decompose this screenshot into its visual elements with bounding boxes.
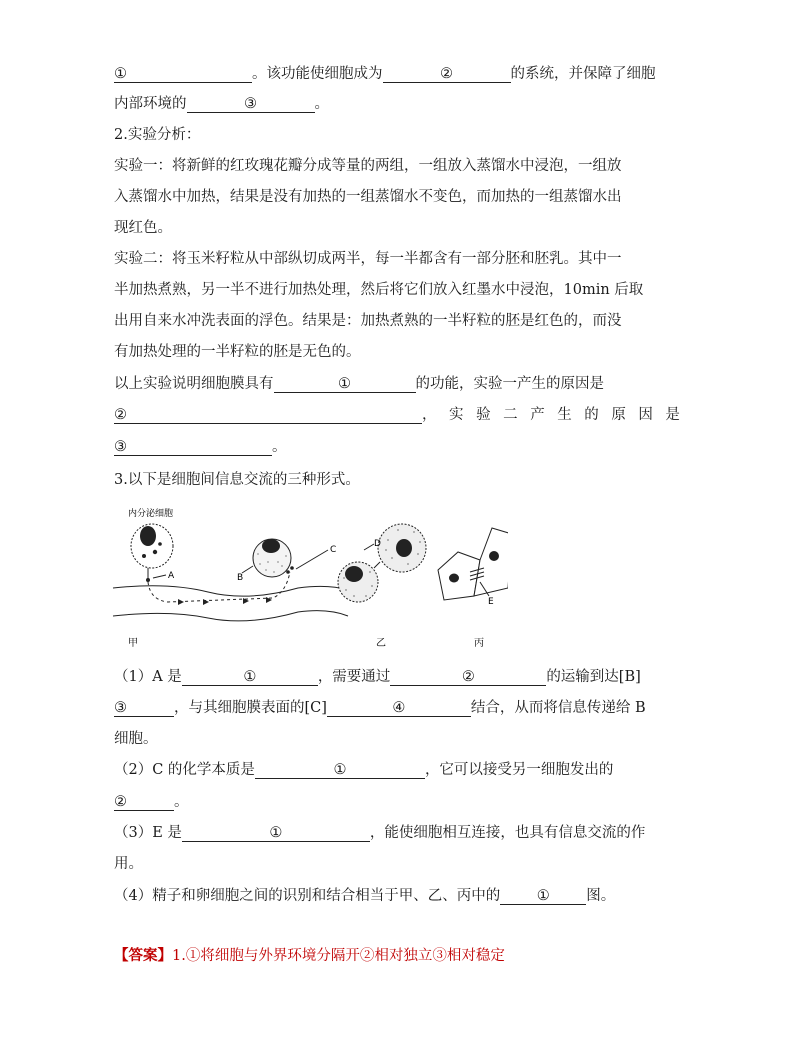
answer-tag: 【答案】 — [114, 947, 172, 964]
q3-s2-blank-1[interactable]: ① — [255, 762, 425, 779]
q3-s2-blank-2[interactable]: ② — [114, 794, 174, 811]
endocrine-cell-nucleus — [140, 526, 156, 546]
vessel-top — [113, 586, 348, 596]
q2-exp2-line1: 实验二：将玉米籽粒从中部纵切成两半，每一半都含有一部分胚和胚乳。其中一 — [114, 251, 622, 267]
q2-conclusion-line3: ③ 。 — [114, 439, 287, 455]
q3-s3-line1: （3）E 是 ① ，能使细胞相互连接，也具有信息交流的作 — [114, 825, 646, 841]
plant-cell-left — [438, 552, 480, 600]
signal-cell-nucleus — [396, 539, 412, 557]
target-cell-b-nucleus — [262, 539, 280, 553]
label-a: A — [168, 571, 175, 581]
label-d: D — [374, 539, 381, 549]
q2-exp2-line4: 有加热处理的一半籽粒的胚是无色的。 — [114, 344, 361, 360]
q3-s1-blank-1[interactable]: ① — [182, 669, 318, 686]
q3-s3-line2: 用。 — [114, 856, 143, 872]
answer-text: 1.①将细胞与外界环境分隔开②相对独立③相对稳定 — [172, 948, 505, 964]
q3-s4-blank-1[interactable]: ① — [500, 888, 586, 905]
label-b: B — [237, 573, 244, 583]
q2-blank-3[interactable]: ③ — [114, 439, 272, 456]
q2-exp2-line3: 出用自来水冲洗表面的浮色。结果是：加热煮熟的一半籽粒的胚是红色的，而没 — [114, 313, 622, 329]
q3-s1-line3: 细胞。 — [114, 731, 158, 747]
q1-blank-3[interactable]: ③ — [187, 96, 315, 113]
caption-bing: 丙 — [474, 638, 484, 649]
receiving-cell-nucleus — [345, 566, 363, 582]
q1-line2: 内部环境的 ③ 。 — [114, 96, 329, 112]
caption-jia: 甲 — [128, 638, 138, 649]
q2-exp1-line3: 现红色。 — [114, 220, 172, 236]
q3-s1-line2: ③ ，与其细胞膜表面的[C] ④ 结合，从而将信息传递给 B — [114, 700, 646, 716]
label-e: E — [488, 597, 494, 607]
q3-s4-line1: （4）精子和卵细胞之间的识别和结合相当于甲、乙、丙中的 ① 图。 — [114, 888, 616, 904]
q3-s3-blank-1[interactable]: ① — [182, 825, 370, 842]
q2-conclusion-line2: ② ， 实 验 二 产 生 的 原 因 是 — [114, 407, 680, 423]
q3-s1-blank-2[interactable]: ② — [390, 669, 546, 686]
q3-s1-line1: （1）A 是 ① ，需要通过 ② 的运输到达[B] — [114, 669, 641, 685]
q3-title: 3.以下是细胞间信息交流的三种形式。 — [114, 472, 360, 488]
q2-exp1-line2: 入蒸馏水中加热，结果是没有加热的一组蒸馏水不变色，而加热的一组蒸馏水出 — [114, 189, 622, 205]
q1-blank-1[interactable]: ① — [114, 66, 252, 83]
q1-blank-2[interactable]: ② — [383, 66, 511, 83]
q3-s1-blank-3[interactable]: ③ — [114, 700, 174, 717]
q2-conclusion-line1: 以上实验说明细胞膜具有 ① 的功能，实验一产生的原因是 — [114, 376, 604, 392]
q2-exp1-line1: 实验一：将新鲜的红玫瑰花瓣分成等量的两组，一组放入蒸馏水中浸泡，一组放 — [114, 158, 622, 174]
label-c: C — [330, 545, 337, 555]
q3-s2-line2: ② 。 — [114, 794, 189, 810]
q2-blank-2[interactable]: ② — [114, 407, 422, 424]
q2-exp2-line2: 半加热煮熟，另一半不进行加热处理，然后将它们放入红墨水中浸泡，10min 后取 — [114, 282, 644, 298]
answer-line — [114, 946, 505, 966]
q3-s2-line1: （2）C 的化学本质是 ① ，它可以接受另一细胞发出的 — [114, 762, 614, 778]
cell-communication-figure — [108, 500, 508, 652]
endocrine-cell-label: 内分泌细胞 — [128, 509, 174, 519]
q2-blank-1[interactable]: ① — [274, 376, 416, 393]
q3-s1-blank-4[interactable]: ④ — [327, 700, 471, 717]
vessel-bottom — [113, 611, 348, 621]
caption-yi: 乙 — [376, 638, 386, 649]
q1-line1: ① 。该功能使细胞成为 ② 的系统，并保障了细胞 — [114, 66, 656, 82]
q2-title: 2.实验分析： — [114, 127, 201, 143]
